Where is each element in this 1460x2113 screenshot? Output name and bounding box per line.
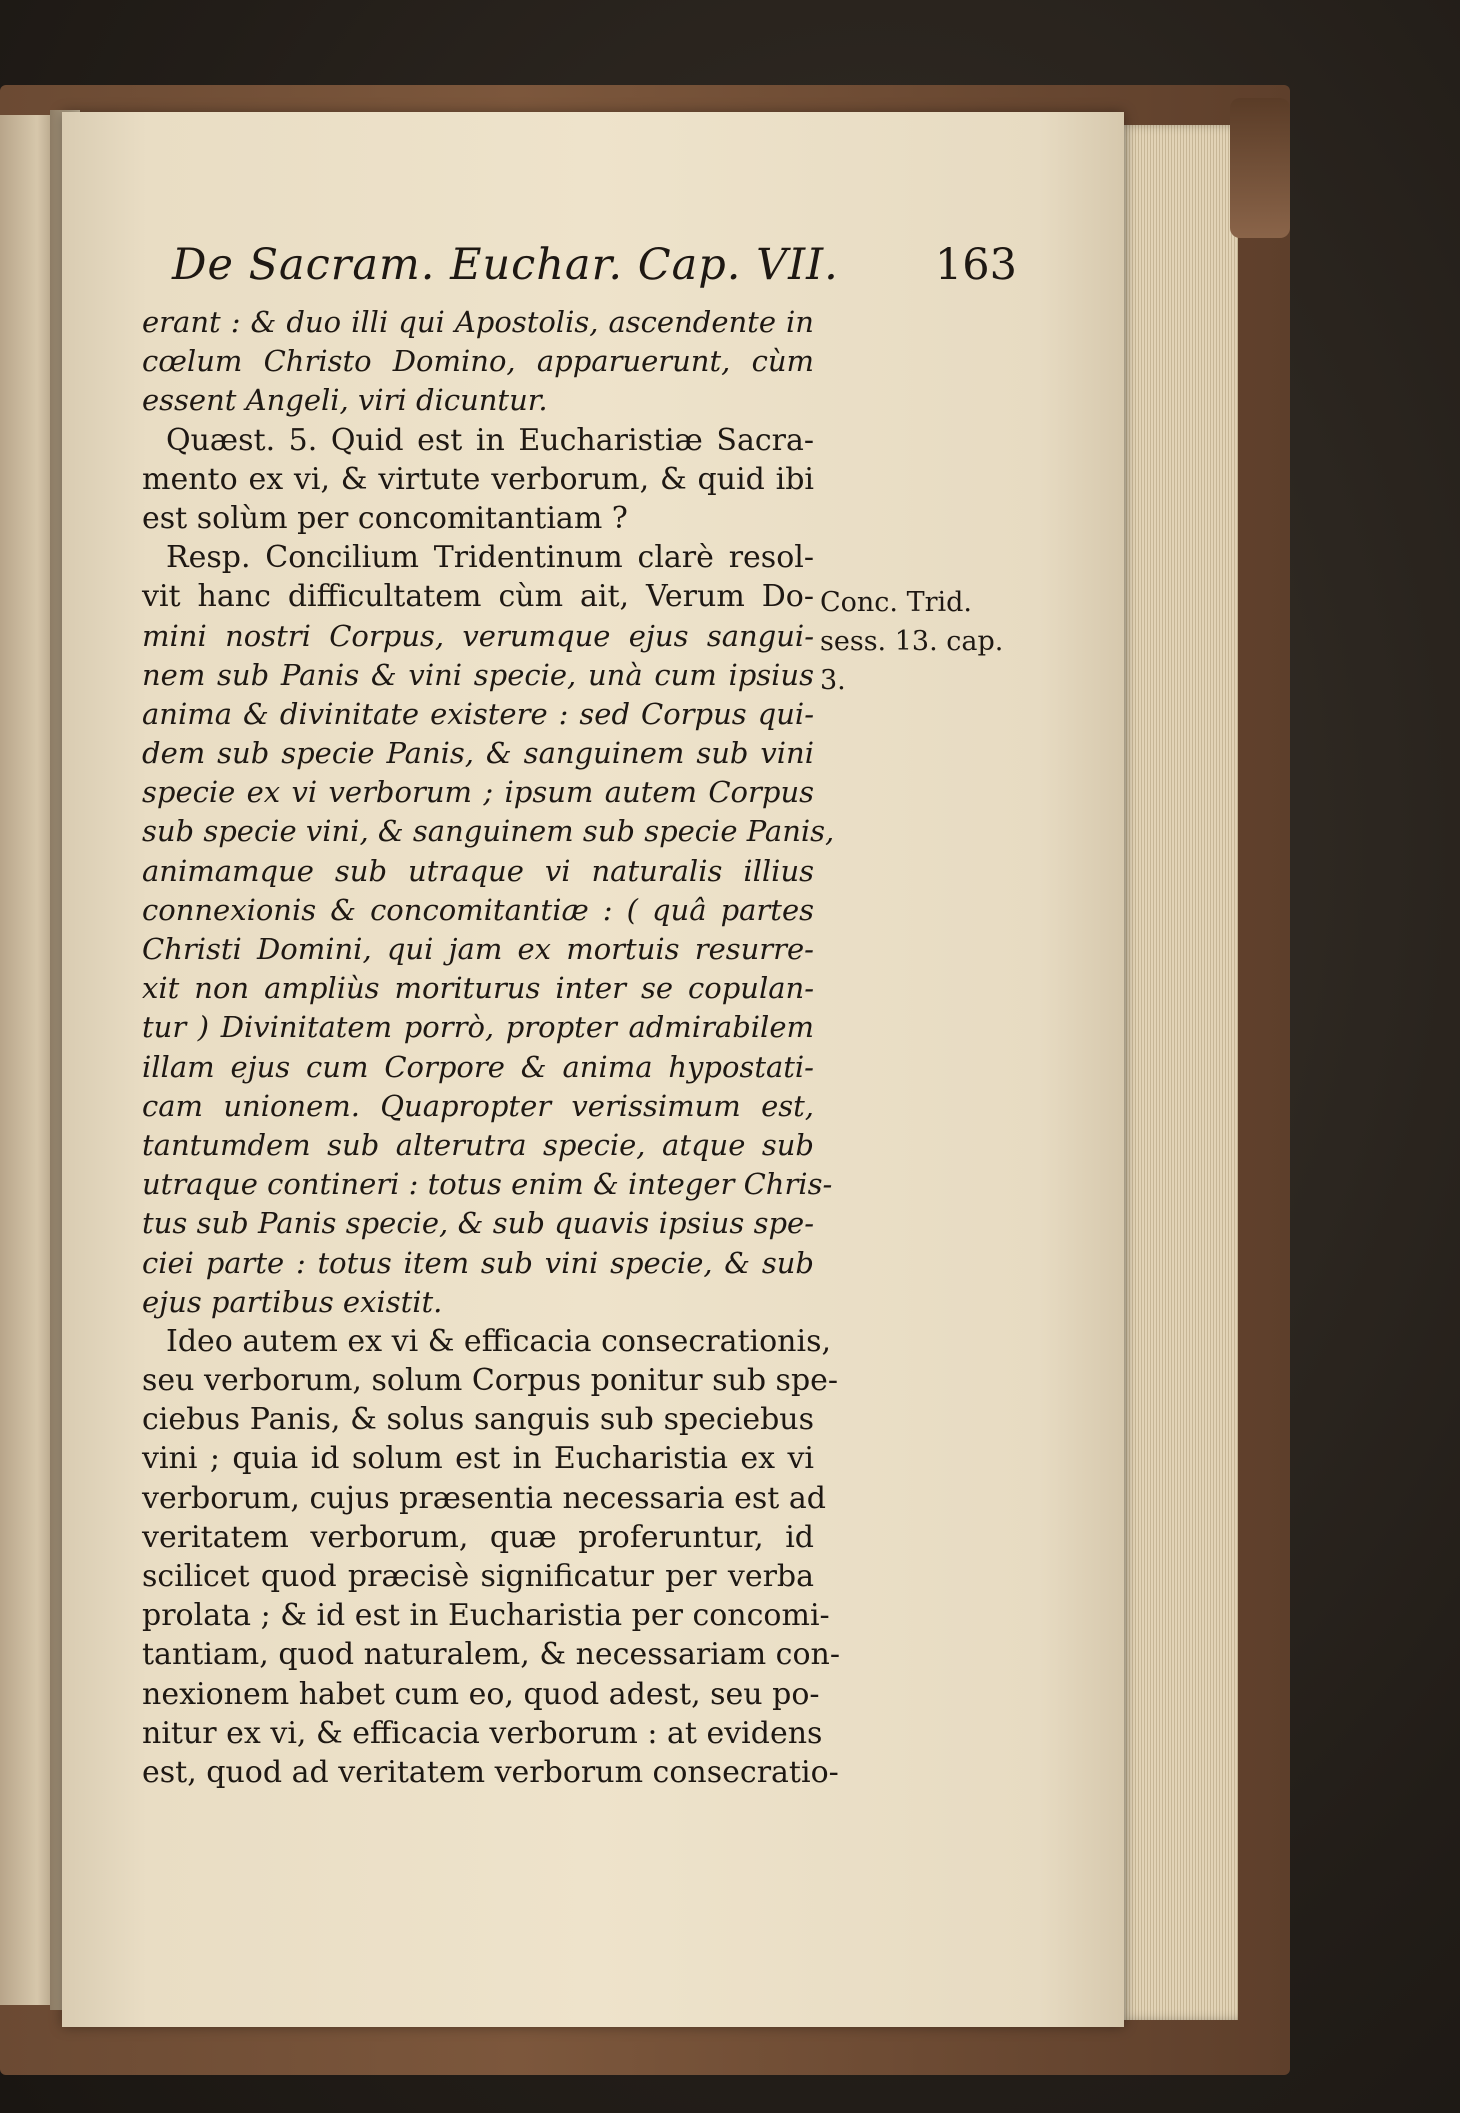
text-line: essent Angeli, viri dicuntur. xyxy=(142,383,548,418)
margin-note-line: sess. 13. cap. xyxy=(820,626,1004,657)
text-line: prolata ; & id est in Eucharistia per concomi- xyxy=(142,1598,830,1634)
text-line: ejus partibus existit. xyxy=(142,1284,443,1319)
text-line: cœlum Christo Domino, apparuerunt, cùm xyxy=(142,344,814,379)
text-line: vit hanc difficultatem cùm ait, Verum Do- xyxy=(142,579,814,615)
text-line: anima & divinitate existere : sed Corpus qui- xyxy=(142,696,814,731)
page-block-edges xyxy=(1118,125,1238,2020)
text-line: nitur ex vi, & efficacia verborum : at evidens xyxy=(142,1715,823,1751)
text-line: scilicet quod præcisè significatur per verba xyxy=(142,1559,814,1594)
text-line: mini nostri Corpus, verumque ejus sangui- xyxy=(142,618,814,653)
text-line: nem sub Panis & vini specie, unà cum ipsius xyxy=(142,657,814,692)
text-line: utraque contineri : totus enim & integer Chris- xyxy=(142,1167,833,1202)
text-line: ciebus Panis, & solus sanguis sub speciebus xyxy=(142,1402,814,1438)
page-header xyxy=(172,240,1017,300)
text-line: sub specie vini, & sanguinem sub specie Panis, xyxy=(142,814,835,849)
page-number: 163 xyxy=(934,240,1017,290)
text-line: est solùm per concomitantiam ? xyxy=(142,500,628,536)
text-line: verborum, cujus præsentia necessaria est ad xyxy=(142,1480,826,1516)
text-line: ciei parte : totus item sub vini specie, & sub xyxy=(142,1245,814,1280)
text-line: vini ; quia id solum est in Eucharistia ex vi xyxy=(142,1441,814,1477)
text-line: Quæst. 5. Quid est in Eucharistiæ Sacra- xyxy=(166,422,814,458)
text-line: cam unionem. Quapropter verissimum est, xyxy=(142,1088,814,1123)
body-text xyxy=(142,303,840,1792)
text-line: connexionis & concomitantiæ : ( quâ partes xyxy=(142,892,814,927)
worn-spine xyxy=(1230,98,1290,238)
text-line: tantiam, quod naturalem, & necessariam con- xyxy=(142,1637,840,1673)
margin-note xyxy=(820,583,1004,700)
text-line: tur ) Divinitatem porrò, propter admirabilem xyxy=(142,1010,814,1045)
text-line: dem sub specie Panis, & sanguinem sub vini xyxy=(142,736,814,771)
text-line: erant : & duo illi qui Apostolis, ascendente in xyxy=(142,305,814,339)
text-line: seu verborum, solum Corpus ponitur sub spe- xyxy=(142,1363,839,1399)
text-line: tus sub Panis specie, & sub quavis ipsius spe- xyxy=(142,1206,814,1241)
text-line: Christi Domini, qui jam ex mortuis resurre- xyxy=(142,932,814,966)
margin-note-line: 3. xyxy=(820,665,846,696)
text-line: nexionem habet cum eo, quod adest, seu po- xyxy=(142,1676,820,1712)
running-title: De Sacram. Euchar. Cap. VII. xyxy=(172,240,839,290)
text-line: est, quod ad veritatem verborum consecratio- xyxy=(142,1754,839,1790)
text-line: veritatem verborum, quæ proferuntur, id xyxy=(142,1519,814,1555)
margin-note-line: Conc. Trid. xyxy=(820,587,973,618)
text-line: illam ejus cum Corpore & anima hypostati- xyxy=(142,1049,814,1084)
text-line: tantumdem sub alterutra specie, atque sub xyxy=(142,1127,814,1162)
text-line: Ideo autem ex vi & efficacia consecrationis, xyxy=(166,1323,832,1359)
text-line: xit non ampliùs moriturus inter se copulan- xyxy=(142,971,814,1006)
text-line: animamque sub utraque vi naturalis illius xyxy=(142,853,814,888)
text-line: specie ex vi verborum ; ipsum autem Corpus xyxy=(142,775,814,810)
text-line: mento ex vi, & virtute verborum, & quid ibi xyxy=(142,461,814,497)
text-line: Resp. Concilium Tridentinum clarè resol- xyxy=(166,540,814,576)
